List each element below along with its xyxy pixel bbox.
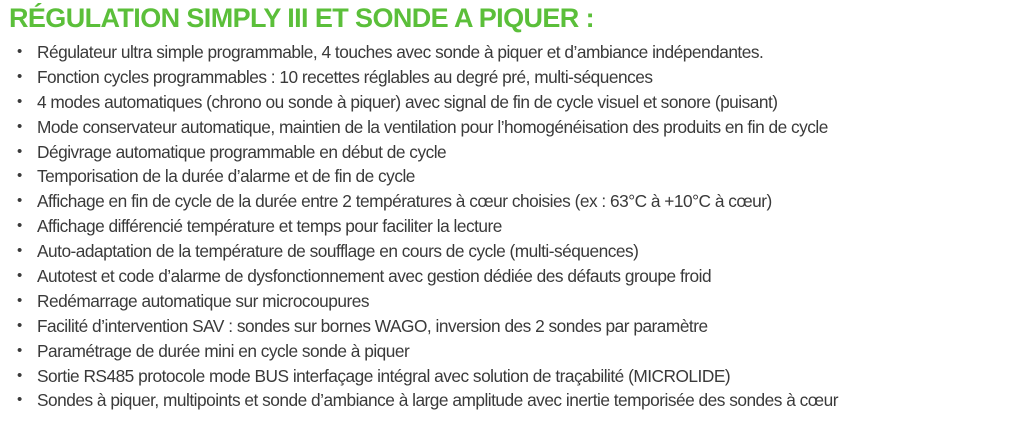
- feature-item: [0, 388, 838, 413]
- feature-text: Mode conservateur automatique, maintien de la ventilation pour l’homogénéisation des produits en fin de cycle: [37, 116, 828, 137]
- feature-text: Régulateur ultra simple programmable, 4 touches avec sonde à piquer et d’ambiance indépendantes.: [37, 42, 764, 62]
- bullet-icon: •: [17, 192, 22, 210]
- bullet-icon: •: [17, 341, 22, 359]
- feature-item: [0, 65, 838, 90]
- feature-list: [0, 40, 838, 413]
- feature-text: Auto-adaptation de la température de soufflage en cours de cycle (multi-séquences): [37, 241, 639, 262]
- bullet-icon: •: [17, 67, 22, 85]
- feature-item: [0, 364, 838, 389]
- bullet-icon: •: [17, 142, 22, 160]
- feature-text: Facilité d’intervention SAV : sondes sur bornes WAGO, inversion des 2 sondes par paramètre: [37, 315, 708, 336]
- bullet-icon: •: [17, 167, 22, 185]
- feature-item: [0, 90, 838, 115]
- feature-text: Affichage en fin de cycle de la durée entre 2 températures à cœur choisies (ex : 63°C à +10°C à cœur): [37, 191, 772, 212]
- feature-item: [0, 339, 838, 364]
- bullet-icon: •: [17, 117, 22, 135]
- feature-text: Fonction cycles programmables : 10 recettes réglables au degré pré, multi-séquences: [37, 66, 653, 87]
- feature-item: [0, 40, 838, 65]
- bullet-icon: •: [17, 267, 22, 285]
- bullet-icon: •: [17, 391, 22, 409]
- section-title: RÉGULATION SIMPLY III ET SONDE A PIQUER :: [9, 3, 594, 33]
- feature-text: Temporisation de la durée d’alarme et de fin de cycle: [37, 166, 415, 187]
- feature-text: Affichage différencié température et temps pour faciliter la lecture: [37, 216, 502, 237]
- bullet-icon: •: [17, 366, 22, 384]
- bullet-icon: •: [17, 43, 22, 60]
- feature-item: [0, 115, 838, 140]
- bullet-icon: •: [17, 291, 22, 309]
- feature-item: [0, 164, 838, 189]
- feature-text: Redémarrage automatique sur microcoupures: [37, 290, 370, 311]
- feature-item: [0, 289, 838, 314]
- feature-item: [0, 189, 838, 214]
- feature-text: Dégivrage automatique programmable en début de cycle: [37, 141, 447, 162]
- bullet-icon: •: [17, 316, 22, 334]
- feature-item: [0, 314, 838, 339]
- bullet-icon: •: [17, 242, 22, 260]
- feature-text: Autotest et code d’alarme de dysfonctionnement avec gestion dédiée des défauts groupe froid: [37, 266, 712, 287]
- bullet-icon: •: [17, 217, 22, 235]
- feature-text: 4 modes automatiques (chrono ou sonde à piquer) avec signal de fin de cycle visuel et sonore (puisant): [37, 91, 778, 112]
- feature-text: Sortie RS485 protocole mode BUS interfaçage intégral avec solution de traçabilité (MICROLIDE): [37, 365, 731, 386]
- feature-text: Paramétrage de durée mini en cycle sonde à piquer: [37, 340, 410, 361]
- feature-item: [0, 264, 838, 289]
- feature-text: Sondes à piquer, multipoints et sonde d’ambiance à large amplitude avec inertie temporisée des sondes à cœur: [37, 390, 838, 411]
- feature-item: [0, 214, 838, 239]
- bullet-icon: •: [17, 92, 22, 110]
- feature-item: [0, 140, 838, 165]
- feature-item: [0, 239, 838, 264]
